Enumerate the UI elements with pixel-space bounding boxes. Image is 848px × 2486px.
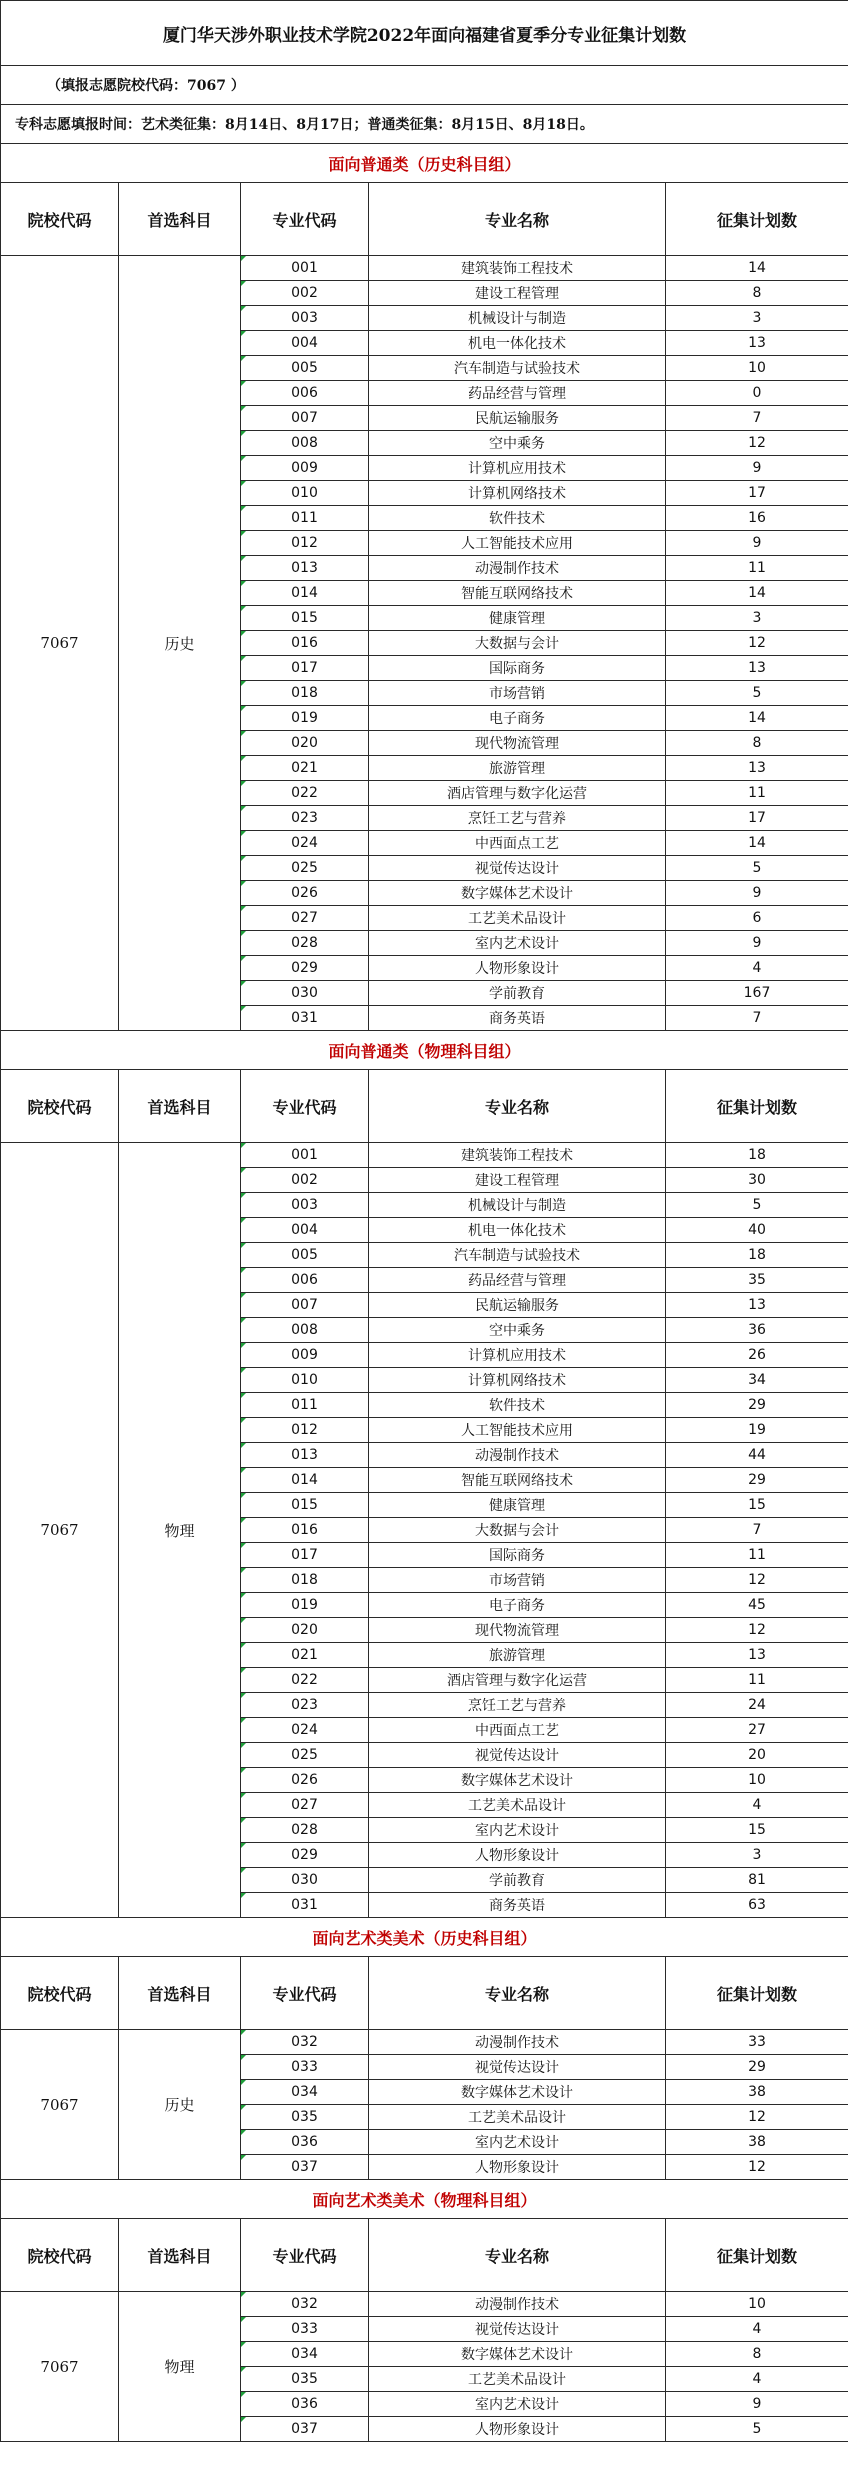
plan-count-cell: 17 <box>666 806 848 831</box>
major-code-cell: 016 <box>241 631 369 656</box>
plan-count-cell: 4 <box>666 2367 848 2392</box>
major-code-cell: 019 <box>241 1593 369 1618</box>
major-name-cell: 计算机应用技术 <box>369 1343 666 1368</box>
plan-count-cell: 29 <box>666 1393 848 1418</box>
major-code-header: 专业代码 <box>241 1070 369 1143</box>
plan-count-cell: 14 <box>666 581 848 606</box>
major-name-cell: 旅游管理 <box>369 1643 666 1668</box>
plan-count-cell: 12 <box>666 2155 848 2180</box>
major-code-cell: 014 <box>241 1468 369 1493</box>
plan-count-cell: 9 <box>666 456 848 481</box>
school-code-cell: 7067 <box>1 2030 119 2180</box>
major-code-cell: 022 <box>241 1668 369 1693</box>
subject-header: 首选科目 <box>119 2219 241 2292</box>
plan-count-cell: 8 <box>666 731 848 756</box>
major-code-cell: 036 <box>241 2130 369 2155</box>
plan-count-cell: 9 <box>666 531 848 556</box>
plan-count-cell: 8 <box>666 281 848 306</box>
major-name-cell: 人物形象设计 <box>369 1843 666 1868</box>
major-name-cell: 室内艺术设计 <box>369 2392 666 2417</box>
plan-count-cell: 5 <box>666 1193 848 1218</box>
plan-count-cell: 16 <box>666 506 848 531</box>
plan-count-header: 征集计划数 <box>666 2219 848 2292</box>
major-name-cell: 空中乘务 <box>369 1318 666 1343</box>
major-name-cell: 视觉传达设计 <box>369 2317 666 2342</box>
school-code-cell: 7067 <box>1 256 119 1031</box>
plan-count-cell: 38 <box>666 2080 848 2105</box>
plan-count-cell: 13 <box>666 1643 848 1668</box>
major-name-cell: 建筑装饰工程技术 <box>369 1143 666 1168</box>
table-row <box>1 2292 848 2317</box>
plan-count-cell: 44 <box>666 1443 848 1468</box>
plan-count-cell: 4 <box>666 1793 848 1818</box>
table-body <box>1 1 848 2442</box>
major-code-cell: 006 <box>241 381 369 406</box>
major-name-cell: 电子商务 <box>369 706 666 731</box>
plan-count-cell: 4 <box>666 956 848 981</box>
major-name-cell: 汽车制造与试验技术 <box>369 1243 666 1268</box>
plan-count-cell: 9 <box>666 881 848 906</box>
major-code-cell: 014 <box>241 581 369 606</box>
plan-count-cell: 11 <box>666 1543 848 1568</box>
subject-cell: 历史 <box>119 256 241 1031</box>
major-code-cell: 017 <box>241 656 369 681</box>
major-name-cell: 大数据与会计 <box>369 1518 666 1543</box>
major-code-cell: 037 <box>241 2417 369 2442</box>
major-code-cell: 012 <box>241 1418 369 1443</box>
major-code-cell: 020 <box>241 731 369 756</box>
plan-count-cell: 10 <box>666 2292 848 2317</box>
major-name-cell: 空中乘务 <box>369 431 666 456</box>
major-code-cell: 008 <box>241 1318 369 1343</box>
major-name-cell: 市场营销 <box>369 1568 666 1593</box>
major-code-cell: 013 <box>241 1443 369 1468</box>
major-name-cell: 视觉传达设计 <box>369 2055 666 2080</box>
plan-count-cell: 6 <box>666 906 848 931</box>
major-name-cell: 学前教育 <box>369 1868 666 1893</box>
plan-count-cell: 19 <box>666 1418 848 1443</box>
major-code-cell: 003 <box>241 306 369 331</box>
subject-cell: 物理 <box>119 2292 241 2442</box>
plan-count-cell: 12 <box>666 1568 848 1593</box>
plan-count-cell: 3 <box>666 306 848 331</box>
major-name-cell: 健康管理 <box>369 1493 666 1518</box>
major-code-cell: 013 <box>241 556 369 581</box>
plan-count-cell: 5 <box>666 2417 848 2442</box>
plan-count-cell: 11 <box>666 1668 848 1693</box>
major-code-cell: 028 <box>241 931 369 956</box>
major-name-cell: 电子商务 <box>369 1593 666 1618</box>
school-code-line: （填报志愿院校代码：7067 ） <box>1 66 848 105</box>
plan-count-cell: 13 <box>666 656 848 681</box>
major-code-cell: 018 <box>241 681 369 706</box>
major-name-cell: 民航运输服务 <box>369 406 666 431</box>
major-code-cell: 025 <box>241 856 369 881</box>
major-name-cell: 现代物流管理 <box>369 731 666 756</box>
plan-count-cell: 45 <box>666 1593 848 1618</box>
major-name-cell: 视觉传达设计 <box>369 856 666 881</box>
major-code-cell: 030 <box>241 1868 369 1893</box>
plan-count-cell: 3 <box>666 606 848 631</box>
plan-count-cell: 5 <box>666 856 848 881</box>
plan-count-cell: 40 <box>666 1218 848 1243</box>
plan-count-cell: 12 <box>666 631 848 656</box>
table-row <box>1 1143 848 1168</box>
major-name-cell: 建设工程管理 <box>369 281 666 306</box>
major-code-header: 专业代码 <box>241 183 369 256</box>
major-code-cell: 035 <box>241 2367 369 2392</box>
major-code-cell: 033 <box>241 2317 369 2342</box>
major-name-cell: 机电一体化技术 <box>369 1218 666 1243</box>
major-code-cell: 026 <box>241 1768 369 1793</box>
plan-count-cell: 17 <box>666 481 848 506</box>
table-row <box>1 256 848 281</box>
table-row <box>1 2030 848 2055</box>
major-code-cell: 028 <box>241 1818 369 1843</box>
major-code-cell: 009 <box>241 456 369 481</box>
major-name-cell: 工艺美术品设计 <box>369 2105 666 2130</box>
major-code-cell: 016 <box>241 1518 369 1543</box>
major-name-cell: 智能互联网络技术 <box>369 1468 666 1493</box>
school-code-header: 院校代码 <box>1 1070 119 1143</box>
major-name-cell: 智能互联网络技术 <box>369 581 666 606</box>
major-name-cell: 商务英语 <box>369 1006 666 1031</box>
major-name-cell: 机械设计与制造 <box>369 306 666 331</box>
plan-count-cell: 12 <box>666 431 848 456</box>
major-name-cell: 工艺美术品设计 <box>369 906 666 931</box>
plan-count-cell: 33 <box>666 2030 848 2055</box>
plan-count-cell: 167 <box>666 981 848 1006</box>
plan-count-cell: 12 <box>666 2105 848 2130</box>
major-code-cell: 025 <box>241 1743 369 1768</box>
major-name-cell: 现代物流管理 <box>369 1618 666 1643</box>
major-name-cell: 学前教育 <box>369 981 666 1006</box>
major-code-cell: 024 <box>241 1718 369 1743</box>
major-code-cell: 002 <box>241 281 369 306</box>
major-name-cell: 人工智能技术应用 <box>369 531 666 556</box>
plan-count-header: 征集计划数 <box>666 1957 848 2030</box>
major-code-cell: 034 <box>241 2080 369 2105</box>
major-name-cell: 数字媒体艺术设计 <box>369 2080 666 2105</box>
plan-count-cell: 27 <box>666 1718 848 1743</box>
major-name-cell: 建筑装饰工程技术 <box>369 256 666 281</box>
major-name-cell: 大数据与会计 <box>369 631 666 656</box>
section-title: 面向艺术类美术（物理科目组） <box>1 2180 848 2219</box>
major-name-header: 专业名称 <box>369 2219 666 2292</box>
plan-count-cell: 18 <box>666 1243 848 1268</box>
major-name-header: 专业名称 <box>369 1957 666 2030</box>
plan-count-cell: 10 <box>666 356 848 381</box>
major-name-cell: 动漫制作技术 <box>369 1443 666 1468</box>
plan-count-cell: 14 <box>666 831 848 856</box>
major-code-cell: 029 <box>241 956 369 981</box>
major-code-header: 专业代码 <box>241 2219 369 2292</box>
plan-count-cell: 30 <box>666 1168 848 1193</box>
plan-count-cell: 13 <box>666 756 848 781</box>
major-code-cell: 023 <box>241 1693 369 1718</box>
major-code-cell: 024 <box>241 831 369 856</box>
major-name-cell: 人工智能技术应用 <box>369 1418 666 1443</box>
page-title: 厦门华天涉外职业技术学院2022年面向福建省夏季分专业征集计划数 <box>1 1 848 66</box>
plan-count-cell: 8 <box>666 2342 848 2367</box>
major-name-cell: 汽车制造与试验技术 <box>369 356 666 381</box>
plan-count-cell: 11 <box>666 781 848 806</box>
major-code-cell: 032 <box>241 2292 369 2317</box>
major-name-cell: 机械设计与制造 <box>369 1193 666 1218</box>
major-name-cell: 工艺美术品设计 <box>369 1793 666 1818</box>
major-name-cell: 健康管理 <box>369 606 666 631</box>
plan-count-header: 征集计划数 <box>666 183 848 256</box>
major-code-cell: 010 <box>241 1368 369 1393</box>
plan-count-cell: 35 <box>666 1268 848 1293</box>
major-name-header: 专业名称 <box>369 183 666 256</box>
major-name-cell: 室内艺术设计 <box>369 2130 666 2155</box>
major-code-cell: 015 <box>241 1493 369 1518</box>
plan-count-cell: 7 <box>666 1006 848 1031</box>
filing-time-line: 专科志愿填报时间：艺术类征集：8月14日、8月17日；普通类征集：8月15日、8月18日。 <box>1 105 848 144</box>
major-code-cell: 006 <box>241 1268 369 1293</box>
major-code-cell: 012 <box>241 531 369 556</box>
major-name-cell: 药品经营与管理 <box>369 381 666 406</box>
major-code-cell: 030 <box>241 981 369 1006</box>
major-code-cell: 004 <box>241 331 369 356</box>
major-name-cell: 中西面点工艺 <box>369 1718 666 1743</box>
major-code-cell: 011 <box>241 1393 369 1418</box>
major-code-cell: 021 <box>241 1643 369 1668</box>
plan-count-header: 征集计划数 <box>666 1070 848 1143</box>
major-code-cell: 033 <box>241 2055 369 2080</box>
major-code-cell: 005 <box>241 356 369 381</box>
major-code-cell: 036 <box>241 2392 369 2417</box>
major-name-cell: 人物形象设计 <box>369 2417 666 2442</box>
major-code-cell: 032 <box>241 2030 369 2055</box>
major-name-cell: 酒店管理与数字化运营 <box>369 781 666 806</box>
plan-count-cell: 13 <box>666 331 848 356</box>
major-name-cell: 室内艺术设计 <box>369 1818 666 1843</box>
plan-count-cell: 63 <box>666 1893 848 1918</box>
major-name-cell: 酒店管理与数字化运营 <box>369 1668 666 1693</box>
major-code-cell: 008 <box>241 431 369 456</box>
major-name-cell: 室内艺术设计 <box>369 931 666 956</box>
major-code-cell: 001 <box>241 256 369 281</box>
plan-count-cell: 38 <box>666 2130 848 2155</box>
major-code-cell: 010 <box>241 481 369 506</box>
plan-count-cell: 29 <box>666 2055 848 2080</box>
major-code-cell: 020 <box>241 1618 369 1643</box>
major-code-cell: 011 <box>241 506 369 531</box>
plan-count-cell: 15 <box>666 1818 848 1843</box>
major-code-cell: 031 <box>241 1006 369 1031</box>
major-name-cell: 中西面点工艺 <box>369 831 666 856</box>
subject-header: 首选科目 <box>119 183 241 256</box>
plan-count-cell: 14 <box>666 256 848 281</box>
school-code-header: 院校代码 <box>1 183 119 256</box>
major-name-cell: 数字媒体艺术设计 <box>369 881 666 906</box>
major-code-cell: 034 <box>241 2342 369 2367</box>
major-code-cell: 005 <box>241 1243 369 1268</box>
major-name-cell: 民航运输服务 <box>369 1293 666 1318</box>
major-code-cell: 015 <box>241 606 369 631</box>
major-name-cell: 国际商务 <box>369 1543 666 1568</box>
major-name-cell: 烹饪工艺与营养 <box>369 1693 666 1718</box>
major-name-cell: 旅游管理 <box>369 756 666 781</box>
major-code-cell: 037 <box>241 2155 369 2180</box>
plan-count-cell: 13 <box>666 1293 848 1318</box>
major-name-cell: 动漫制作技术 <box>369 2030 666 2055</box>
major-code-cell: 027 <box>241 1793 369 1818</box>
plan-count-cell: 29 <box>666 1468 848 1493</box>
plan-count-cell: 5 <box>666 681 848 706</box>
subject-cell: 历史 <box>119 2030 241 2180</box>
major-code-cell: 026 <box>241 881 369 906</box>
major-name-cell: 人物形象设计 <box>369 2155 666 2180</box>
major-code-cell: 007 <box>241 1293 369 1318</box>
major-name-cell: 烹饪工艺与营养 <box>369 806 666 831</box>
major-code-cell: 002 <box>241 1168 369 1193</box>
major-name-cell: 数字媒体艺术设计 <box>369 2342 666 2367</box>
major-name-cell: 计算机网络技术 <box>369 481 666 506</box>
major-code-cell: 021 <box>241 756 369 781</box>
major-code-cell: 031 <box>241 1893 369 1918</box>
school-code-header: 院校代码 <box>1 2219 119 2292</box>
plan-count-cell: 7 <box>666 1518 848 1543</box>
plan-count-cell: 81 <box>666 1868 848 1893</box>
plan-count-cell: 11 <box>666 556 848 581</box>
major-name-cell: 药品经营与管理 <box>369 1268 666 1293</box>
plan-count-cell: 0 <box>666 381 848 406</box>
major-name-cell: 市场营销 <box>369 681 666 706</box>
major-code-cell: 001 <box>241 1143 369 1168</box>
plan-count-cell: 9 <box>666 931 848 956</box>
plan-count-cell: 14 <box>666 706 848 731</box>
major-name-cell: 动漫制作技术 <box>369 556 666 581</box>
major-code-cell: 027 <box>241 906 369 931</box>
major-name-cell: 计算机网络技术 <box>369 1368 666 1393</box>
major-code-cell: 023 <box>241 806 369 831</box>
major-name-cell: 数字媒体艺术设计 <box>369 1768 666 1793</box>
plan-count-cell: 26 <box>666 1343 848 1368</box>
major-code-cell: 017 <box>241 1543 369 1568</box>
plan-count-cell: 12 <box>666 1618 848 1643</box>
major-code-cell: 029 <box>241 1843 369 1868</box>
plan-count-cell: 24 <box>666 1693 848 1718</box>
major-name-cell: 人物形象设计 <box>369 956 666 981</box>
major-code-cell: 009 <box>241 1343 369 1368</box>
school-code-cell: 7067 <box>1 1143 119 1918</box>
plan-count-cell: 34 <box>666 1368 848 1393</box>
major-code-cell: 007 <box>241 406 369 431</box>
plan-count-cell: 18 <box>666 1143 848 1168</box>
major-name-cell: 软件技术 <box>369 506 666 531</box>
subject-cell: 物理 <box>119 1143 241 1918</box>
major-name-cell: 软件技术 <box>369 1393 666 1418</box>
major-name-cell: 动漫制作技术 <box>369 2292 666 2317</box>
major-name-cell: 工艺美术品设计 <box>369 2367 666 2392</box>
major-name-cell: 机电一体化技术 <box>369 331 666 356</box>
major-code-cell: 018 <box>241 1568 369 1593</box>
major-name-header: 专业名称 <box>369 1070 666 1143</box>
subject-header: 首选科目 <box>119 1070 241 1143</box>
plan-count-cell: 20 <box>666 1743 848 1768</box>
plan-count-cell: 36 <box>666 1318 848 1343</box>
major-name-cell: 计算机应用技术 <box>369 456 666 481</box>
plan-count-cell: 7 <box>666 406 848 431</box>
school-code-cell: 7067 <box>1 2292 119 2442</box>
section-title: 面向艺术类美术（历史科目组） <box>1 1918 848 1957</box>
major-name-cell: 视觉传达设计 <box>369 1743 666 1768</box>
major-code-header: 专业代码 <box>241 1957 369 2030</box>
plan-count-cell: 10 <box>666 1768 848 1793</box>
major-code-cell: 035 <box>241 2105 369 2130</box>
major-name-cell: 建设工程管理 <box>369 1168 666 1193</box>
major-name-cell: 国际商务 <box>369 656 666 681</box>
school-code-header: 院校代码 <box>1 1957 119 2030</box>
plan-count-cell: 15 <box>666 1493 848 1518</box>
plan-count-cell: 4 <box>666 2317 848 2342</box>
major-code-cell: 003 <box>241 1193 369 1218</box>
major-name-cell: 商务英语 <box>369 1893 666 1918</box>
subject-header: 首选科目 <box>119 1957 241 2030</box>
plan-count-cell: 9 <box>666 2392 848 2417</box>
plan-count-cell: 3 <box>666 1843 848 1868</box>
section-title: 面向普通类（物理科目组） <box>1 1031 848 1070</box>
major-code-cell: 019 <box>241 706 369 731</box>
section-title: 面向普通类（历史科目组） <box>1 144 848 183</box>
major-code-cell: 004 <box>241 1218 369 1243</box>
major-code-cell: 022 <box>241 781 369 806</box>
